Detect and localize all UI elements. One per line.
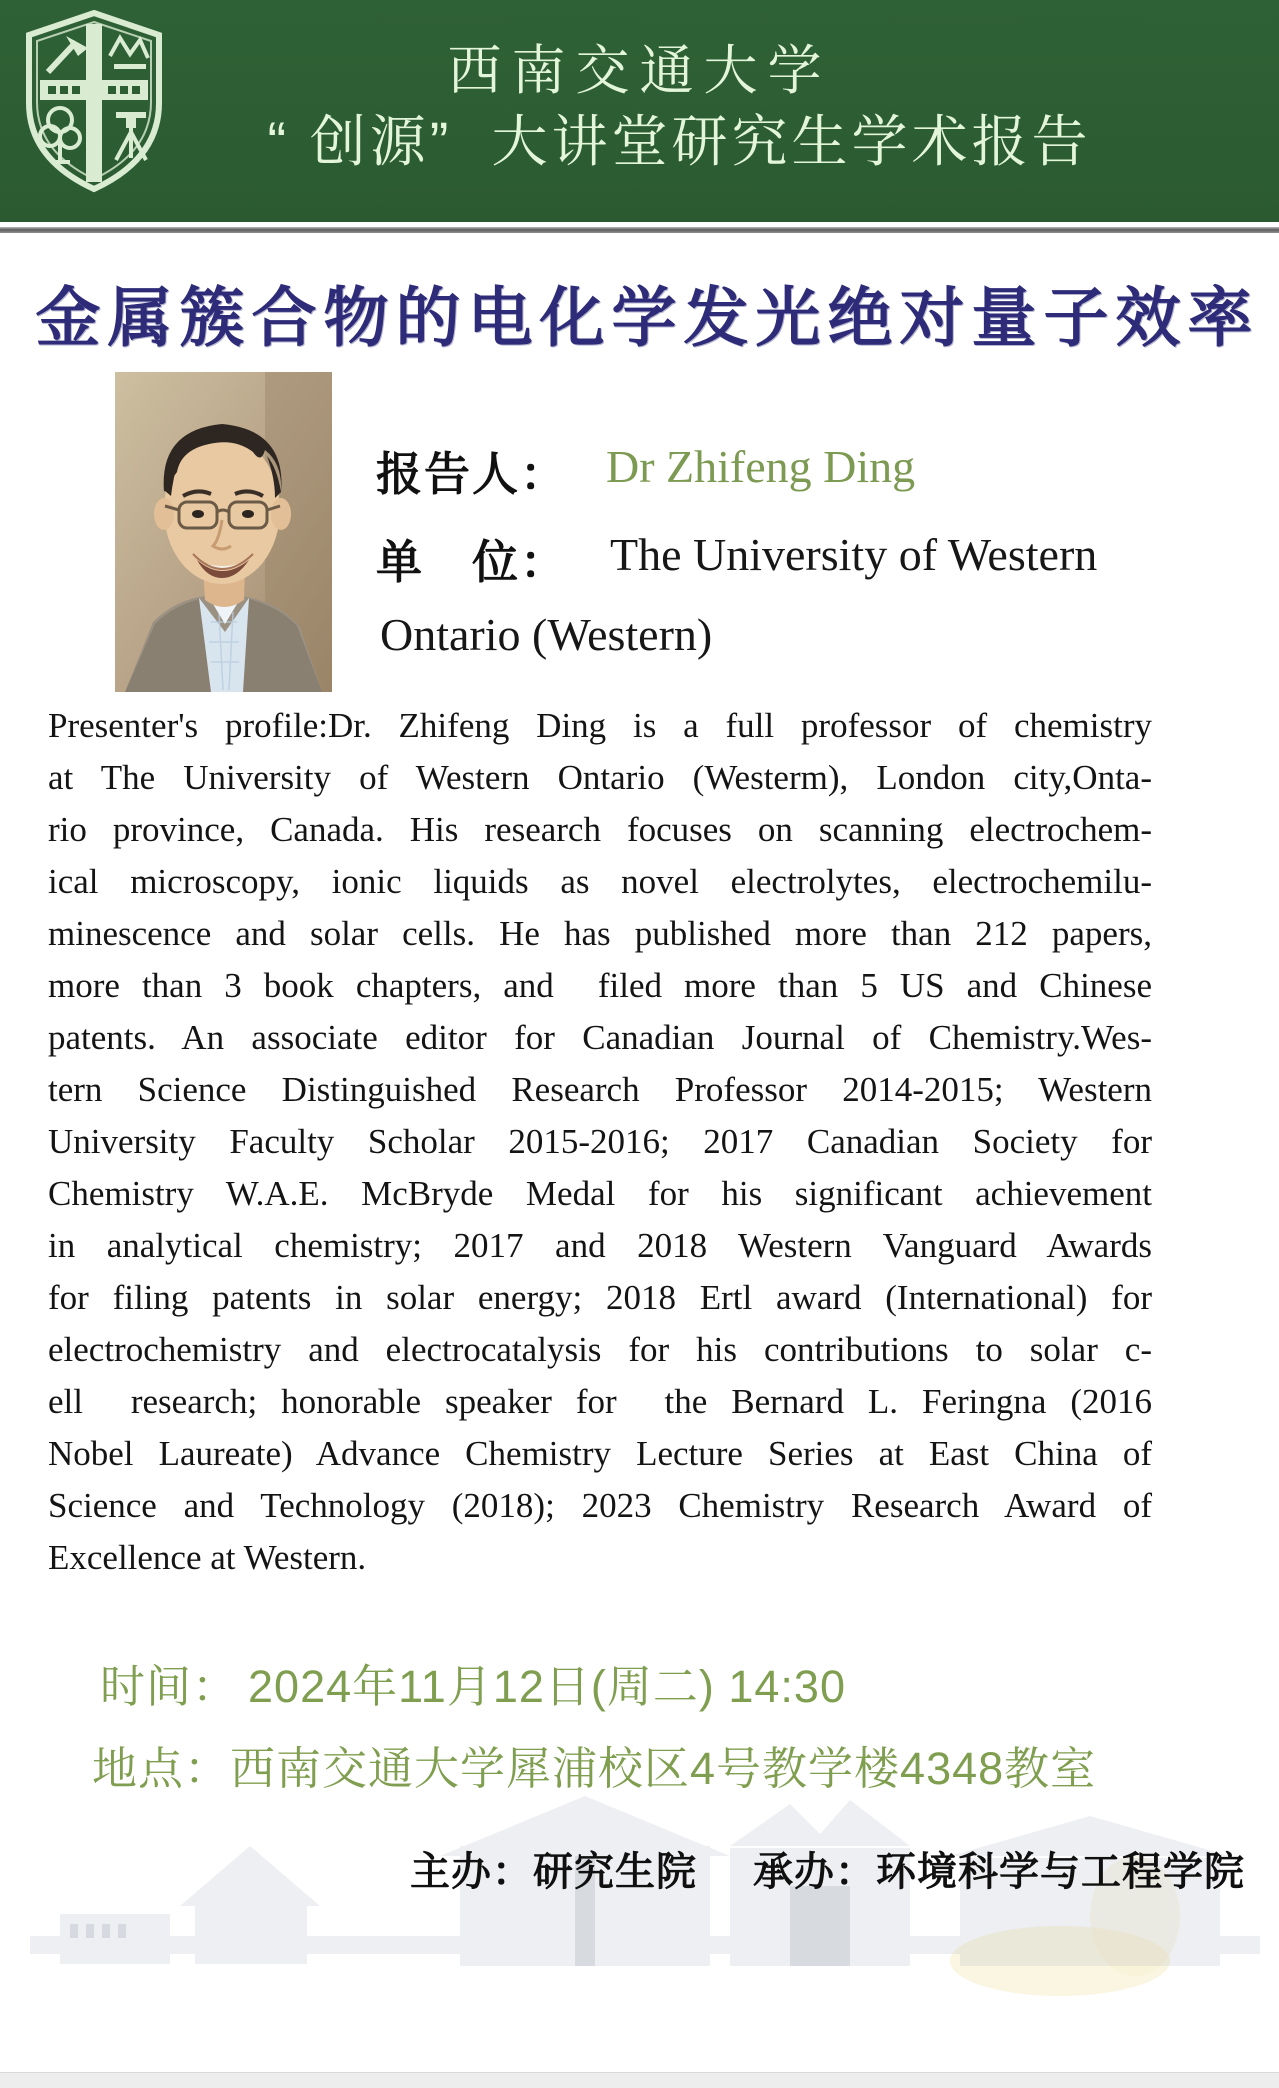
presenter-name-label: 报告人： [376,448,568,500]
bottom-edge-bar [0,2072,1279,2088]
profile-line: in analytical chemistry; 2017 and 2018 Western Vanguard Awards [48,1226,1152,1265]
profile-line: Presenter's profile:Dr. Zhifeng Ding is a full professor of chemistry [48,706,1152,745]
profile-line: Nobel Laureate) Advance Chemistry Lecture Series at East China of [48,1434,1152,1473]
presenter-affiliation-line2: Ontario (Western) [380,609,713,660]
header-series-title: “ 创源” 大讲堂研究生学术报告 [267,110,1092,173]
profile-line: Chemistry W.A.E. McBryde Medal for his significant achievement [48,1174,1152,1213]
profile-line: rio province, Canada. His research focuses on scanning electrochem- [48,810,1152,849]
time-label: 时间： [100,1661,239,1712]
venue-value: 西南交通大学犀浦校区4号教学楼4348教室 [230,1743,1097,1794]
venue-label: 地点： [92,1743,231,1794]
profile-line: ical microscopy, ionic liquids as novel electrolytes, electrochemilu- [48,862,1152,901]
presenter-profile-paragraph [48,700,1152,1584]
profile-line: Excellence at Western. [48,1538,367,1577]
profile-line: patents. An associate editor for Canadian Journal of Chemistry.Wes- [48,1018,1152,1057]
profile-line: at The University of Western Ontario (Westerm), London city,Onta- [48,758,1152,797]
profile-line: ell research; honorable speaker for the Bernard L. Feringna (2016 [48,1382,1152,1421]
profile-line: for filing patents in solar energy; 2018 Ertl award (International) for [48,1278,1152,1317]
profile-line: electrochemistry and electrocatalysis for his contributions to solar c- [48,1330,1152,1369]
presenter-affiliation-line1: The University of Western [610,529,1098,580]
time-row [100,1650,846,1715]
time-value: 2024年11月12日(周二) 14:30 [248,1661,846,1712]
organizers-row [410,1840,1245,1897]
presenter-name: Dr Zhifeng Ding [606,441,916,492]
presenter-photo [115,372,332,692]
undertaker-label: 承办： [753,1850,876,1894]
profile-line: University Faculty Scholar 2015-2016; 2017 Canadian Society for [48,1122,1152,1161]
profile-line: tern Science Distinguished Research Professor 2014-2015; Western [48,1070,1152,1109]
presenter-affiliation-label: 单 位： [376,536,568,588]
host-value: 研究生院 [533,1850,697,1894]
profile-line: more than 3 book chapters, and filed more than 5 US and Chinese [48,966,1152,1005]
host-label: 主办： [410,1850,533,1894]
header-banner [0,0,1279,222]
venue-row [92,1732,1096,1797]
lecture-title: 金属簇合物的电化学发光绝对量子效率 [35,281,1260,354]
header-university-name: 西南交通大学 [447,41,832,101]
profile-line: Science and Technology (2018); 2023 Chemistry Research Award of [48,1486,1152,1525]
profile-line: minescence and solar cells. He has published more than 212 papers, [48,914,1152,953]
undertaker-value: 环境科学与工程学院 [876,1850,1245,1894]
header-separator [0,227,1279,233]
